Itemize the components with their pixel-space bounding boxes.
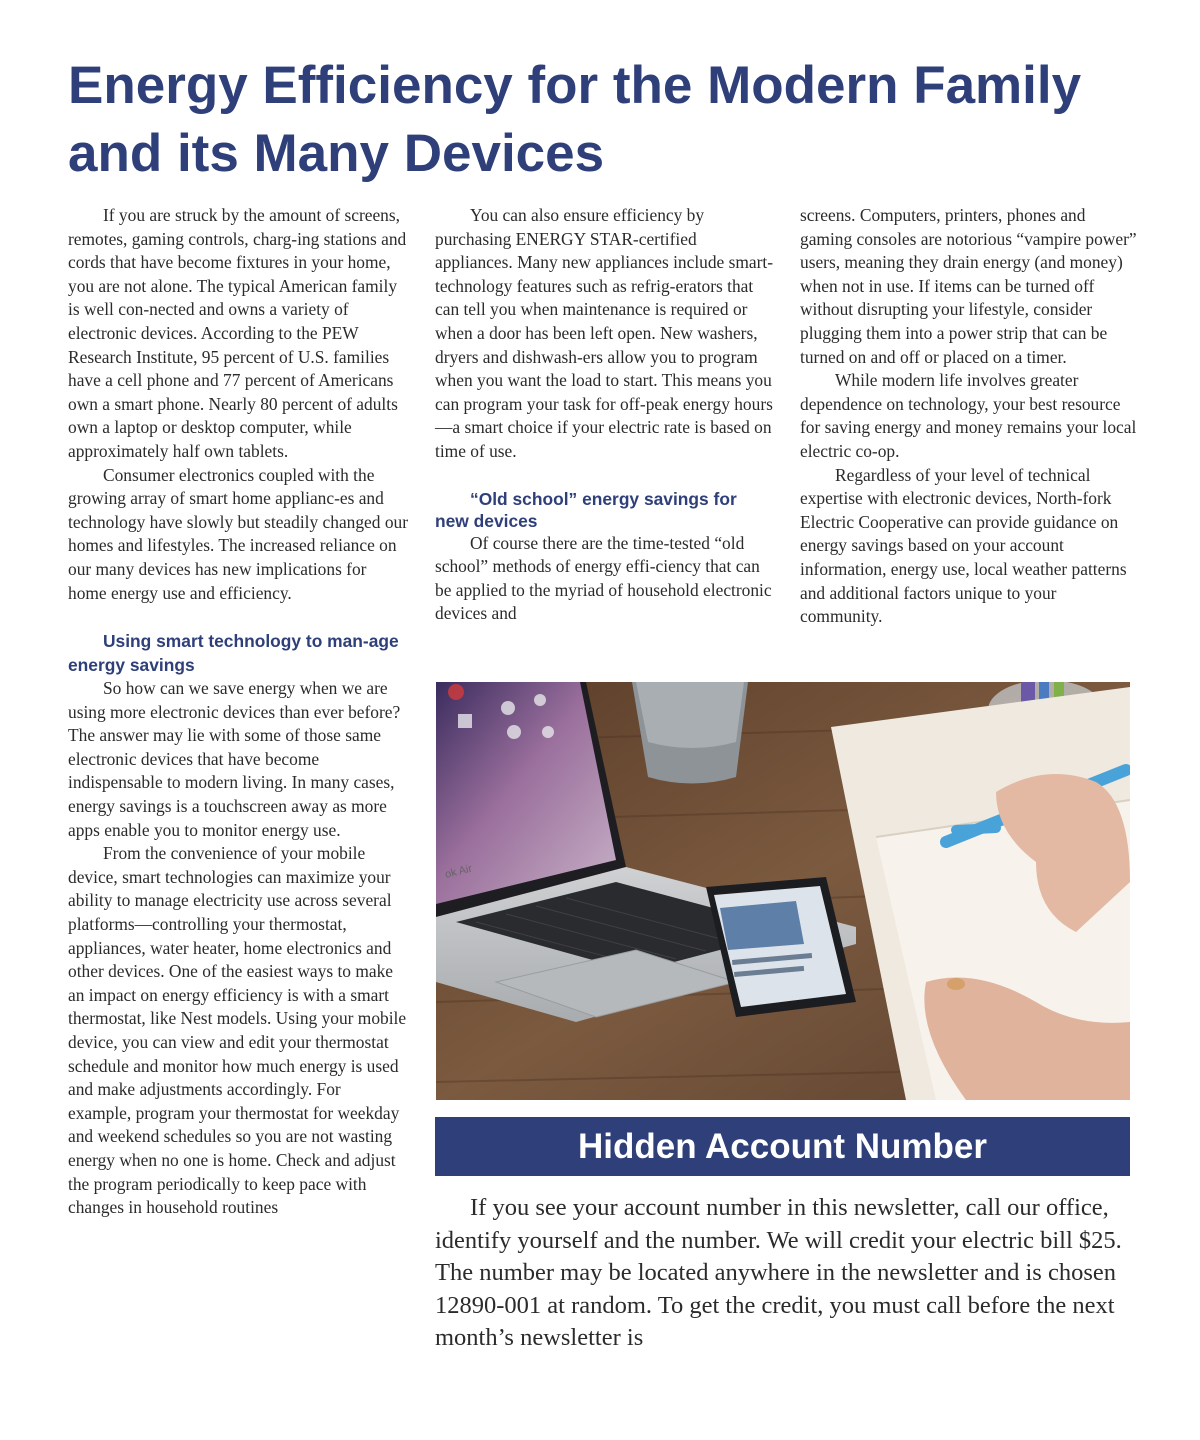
paragraph: Consumer electronics coupled with the growing array of smart home applianc-es and technology have slowly but steadily changed our homes and lifestyles. The increased reliance on our many devices has new implications for home energy use and efficiency. <box>68 464 409 603</box>
article-column-2 <box>435 204 775 626</box>
paragraph: If you are struck by the amount of screens, remotes, gaming controls, charg-ing stations and cords that have become fixtures in your home, you are not alone. The typical American family is well con-nected and owns a variety of electronic devices. According to the PEW Research Institute, 95 percent of U.S. families have a cell phone and 77 percent of Americans own a smart phone. Nearly 80 percent of adults own a laptop or desktop computer, while approximately half own tablets. <box>68 205 407 461</box>
paragraph: While modern life involves greater dependence on technology, your best resource for saving energy and money remains your local electric co-op. <box>800 370 1137 461</box>
paragraph: Of course there are the time-tested “old school” methods of energy effi-ciency that can be applied to the myriad of household electronic devices and <box>435 532 772 624</box>
paragraph: Regardless of your level of technical expertise with electronic devices, North-fork Electric Cooperative can provide guidance on energy savings based on your account information, energy use, local weather patterns and additional factors unique to your community. <box>800 464 1127 627</box>
paragraph: You can also ensure efficiency by purchasing ENERGY STAR-certified appliances. Many new appliances include smart-technology features such as refrig-erators that can tell you when maintenance is required or when a door has been left open. New washers, dryers and dishwash-ers allow you to program when you want the load to start. This means you can program your task for off-peak energy hours—a smart choice if your electric rate is based on time of use. <box>435 205 774 461</box>
article-column-1 <box>68 204 408 1220</box>
article-column-3 <box>800 204 1140 629</box>
paragraph: So how can we save energy when we are using more electronic devices than ever before? The answer may lie with some of those same electronic devices that have become indispensable to modern living. In many cases, energy savings is a touchscreen away as more apps enable you to monitor energy use. <box>68 678 401 840</box>
section-heading-old-school: “Old school” energy savings for new devices <box>435 488 737 531</box>
laptop-phone-notebook-illustration <box>436 682 1130 1100</box>
article-photo <box>436 682 1130 1100</box>
hidden-account-heading: Hidden Account Number <box>578 1126 987 1166</box>
hidden-account-body: If you see your account number in this newsletter, call our office, identify yourself and the number. We will credit your electric bill $25. The number may be located anywhere in the newsletter and is chosen 12890-001 at random. To get the credit, you must call before the next month’s newsletter is <box>435 1194 1122 1351</box>
hidden-account-banner <box>435 1117 1130 1176</box>
paragraph: From the convenience of your mobile device, smart technologies can maximize your ability to manage electricity use across several platforms—controlling your thermostat, appliances, water heater, home electronics and other devices. One of the easiest ways to make an impact on energy efficiency is with a smart thermostat, like Nest models. Using your mobile device, you can view and edit your thermostat schedule and monitor how much energy is used and make adjustments accordingly. For example, program your thermostat for weekday and weekend schedules so you are not wasting energy when no one is home. Check and adjust the program periodically to keep pace with changes in household routines <box>68 843 407 1218</box>
paragraph: screens. Computers, printers, phones and gaming consoles are notorious “vampire power” users, meaning they drain energy (and money) when not in use. If items can be turned off without disrupting your lifestyle, consider plugging them into a power strip that can be turned on and off or placed on a timer. <box>800 205 1137 367</box>
section-heading-smart-technology: Using smart technology to man-age energy savings <box>68 631 399 676</box>
laptop-label: ok Air <box>443 862 474 881</box>
article-title: Energy Efficiency for the Modern Family and its Many Devices <box>68 56 1082 183</box>
